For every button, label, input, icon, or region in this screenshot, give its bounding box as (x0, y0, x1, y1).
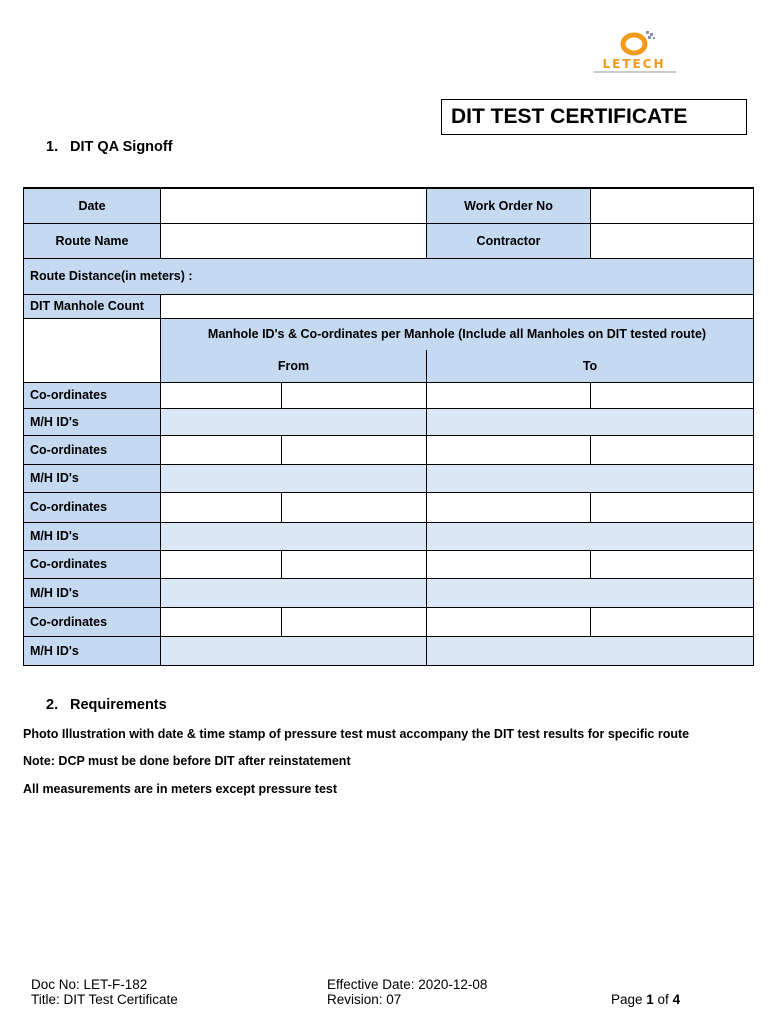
from-coord-b-field[interactable] (282, 550, 427, 578)
to-mh-id-field[interactable] (427, 636, 754, 665)
to-mh-id-field[interactable] (427, 408, 754, 435)
mh-ids-label: M/H ID's (24, 408, 161, 435)
date-label: Date (24, 188, 161, 223)
to-coord-b-field[interactable] (591, 607, 754, 636)
table-row (24, 636, 754, 665)
section-2-heading (46, 697, 167, 713)
section-1-title: DIT QA Signoff (70, 139, 173, 155)
table-row (24, 318, 754, 350)
table-row (24, 223, 754, 258)
from-coord-a-field[interactable] (161, 607, 282, 636)
from-mh-id-field[interactable] (161, 636, 427, 665)
from-coord-a-field[interactable] (161, 435, 282, 464)
footer-effective-date: Effective Date: 2020-12-08 (327, 977, 488, 992)
manhole-count-field[interactable] (161, 294, 754, 318)
requirement-line: Photo Illustration with date & time stamp of pressure test must accompany the DIT test results for specific route (23, 727, 690, 741)
mh-ids-label: M/H ID's (24, 522, 161, 550)
page-prefix: Page (611, 992, 647, 1007)
coordinates-label: Co-ordinates (24, 607, 161, 636)
from-coord-b-field[interactable] (282, 607, 427, 636)
route-distance-label[interactable]: Route Distance(in meters) : (24, 258, 754, 294)
to-coord-a-field[interactable] (427, 492, 591, 522)
manhole-count-label: DIT Manhole Count (24, 294, 161, 318)
to-coord-b-field[interactable] (591, 492, 754, 522)
from-coord-a-field[interactable] (161, 492, 282, 522)
page-of: of (653, 992, 673, 1007)
date-field[interactable] (161, 188, 427, 223)
from-mh-id-field[interactable] (161, 464, 427, 492)
qa-signoff-table (23, 187, 754, 666)
to-header: To (427, 350, 754, 382)
to-coord-b-field[interactable] (591, 550, 754, 578)
table-row (24, 464, 754, 492)
letech-logo (588, 28, 680, 76)
from-coord-a-field[interactable] (161, 550, 282, 578)
mh-ids-label: M/H ID's (24, 636, 161, 665)
logo-tagline-line (594, 71, 676, 73)
coordinates-label: Co-ordinates (24, 435, 161, 464)
from-coord-b-field[interactable] (282, 492, 427, 522)
from-coord-b-field[interactable] (282, 435, 427, 464)
footer-revision: Revision: 07 (327, 992, 402, 1007)
coordinates-label: Co-ordinates (24, 550, 161, 578)
contractor-label: Contractor (427, 223, 591, 258)
to-coord-b-field[interactable] (591, 382, 754, 408)
to-mh-id-field[interactable] (427, 464, 754, 492)
contractor-field[interactable] (591, 223, 754, 258)
section-2-number: 2. (46, 697, 59, 713)
logo-wordmark: LETECH (602, 57, 666, 71)
table-row (24, 258, 754, 294)
section-1-heading (46, 139, 173, 155)
page-total: 4 (672, 992, 681, 1007)
manhole-header: Manhole ID's & Co-ordinates per Manhole (Include all Manholes on DIT tested route) (161, 318, 754, 350)
empty-header-cell (24, 318, 161, 382)
coordinates-label: Co-ordinates (24, 382, 161, 408)
table-row (24, 492, 754, 522)
coordinates-label: Co-ordinates (24, 492, 161, 522)
from-coord-b-field[interactable] (282, 382, 427, 408)
certificate-title: DIT TEST CERTIFICATE (441, 99, 747, 135)
from-mh-id-field[interactable] (161, 522, 427, 550)
table-row (24, 550, 754, 578)
to-coord-a-field[interactable] (427, 382, 591, 408)
table-row (24, 294, 754, 318)
table-row (24, 435, 754, 464)
to-coord-a-field[interactable] (427, 435, 591, 464)
mh-ids-label: M/H ID's (24, 578, 161, 607)
route-name-field[interactable] (161, 223, 427, 258)
to-mh-id-field[interactable] (427, 578, 754, 607)
table-row (24, 607, 754, 636)
work-order-field[interactable] (591, 188, 754, 223)
footer-doc-no: Doc No: LET-F-182 (31, 977, 148, 992)
table-row (24, 188, 754, 223)
from-header: From (161, 350, 427, 382)
footer-page-number (611, 992, 680, 1007)
route-name-label: Route Name (24, 223, 161, 258)
to-coord-a-field[interactable] (427, 550, 591, 578)
table-row (24, 382, 754, 408)
from-mh-id-field[interactable] (161, 578, 427, 607)
table-row (24, 522, 754, 550)
from-mh-id-field[interactable] (161, 408, 427, 435)
mh-ids-label: M/H ID's (24, 464, 161, 492)
to-mh-id-field[interactable] (427, 522, 754, 550)
table-row (24, 408, 754, 435)
section-1-number: 1. (46, 139, 59, 155)
page-current: 1 (646, 992, 654, 1007)
logo-swoosh-icon (588, 28, 680, 60)
table-row (24, 578, 754, 607)
footer-title: Title: DIT Test Certificate (31, 992, 178, 1007)
work-order-label: Work Order No (427, 188, 591, 223)
to-coord-b-field[interactable] (591, 435, 754, 464)
requirement-line: All measurements are in meters except pressure test (23, 782, 338, 796)
from-coord-a-field[interactable] (161, 382, 282, 408)
to-coord-a-field[interactable] (427, 607, 591, 636)
requirement-line: Note: DCP must be done before DIT after reinstatement (23, 754, 351, 768)
section-2-title: Requirements (70, 697, 167, 713)
